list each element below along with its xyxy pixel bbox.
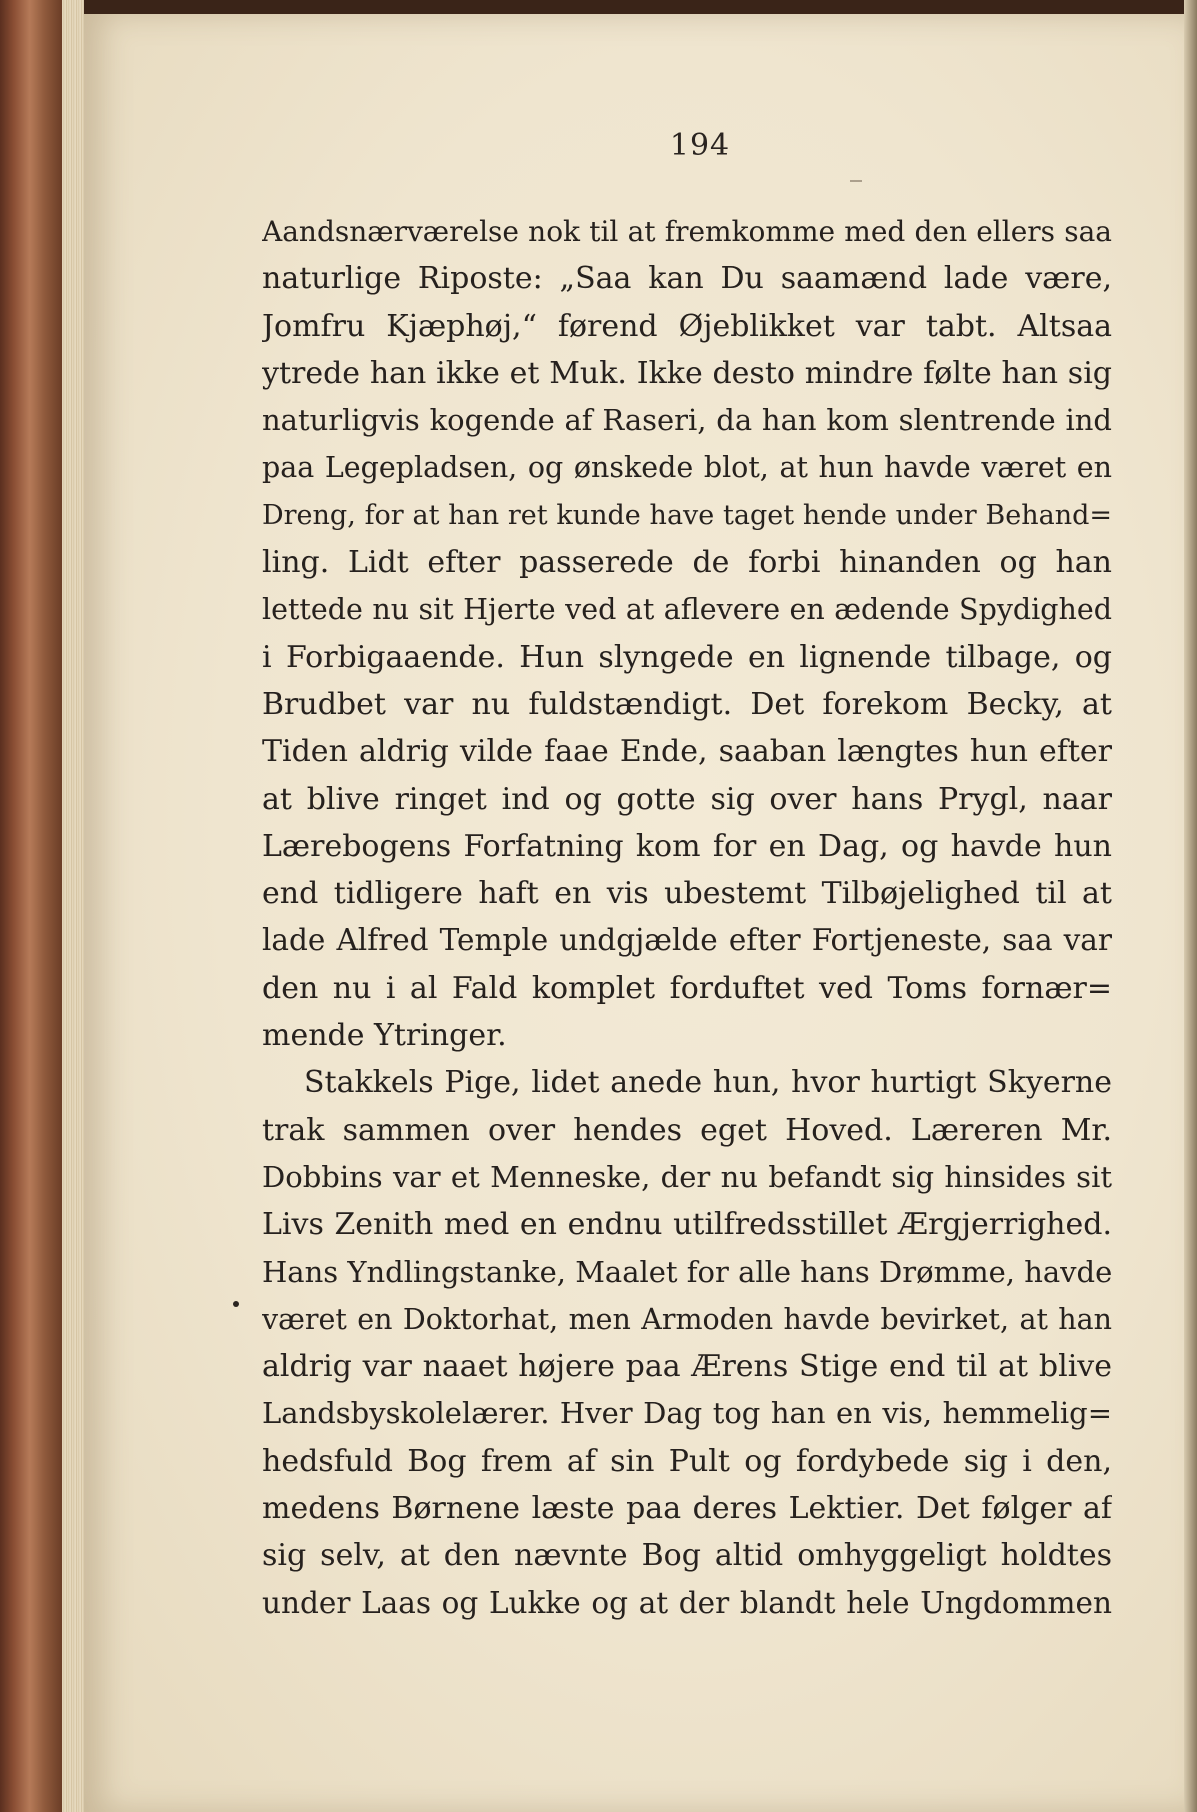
text-line: Stakkels Pige, lidet anede hun, hvor hurtigt Skyerne — [304, 1065, 1112, 1101]
book-binding — [0, 0, 62, 1812]
text-line: aldrig var naaet højere paa Ærens Stige end til at blive — [262, 1349, 1112, 1385]
text-line: mende Ytringer. — [262, 1018, 507, 1054]
page-right-edge — [1184, 0, 1197, 1812]
text-line: naturligvis kogende af Raseri, da han kom slentrende ind — [262, 403, 1112, 438]
text-line: trak sammen over hendes eget Hoved. Læreren Mr. — [262, 1112, 1112, 1148]
page-number: 194 — [669, 128, 731, 163]
page-stack-edge — [62, 0, 84, 1812]
text-line: Hans Yndlingstanke, Maalet for alle hans Drømme, havde — [262, 1254, 1112, 1289]
text-line: Jomfru Kjæphøj,“ førend Øjeblikket var tabt. Altsaa — [262, 308, 1112, 344]
text-line: naturlige Riposte: „Saa kan Du saamænd lade være, — [262, 261, 1112, 297]
text-line: end tidligere haft en vis ubestemt Tilbøjelighed til at — [262, 876, 1112, 912]
text-line: Tiden aldrig vilde faae Ende, saaban længtes hun efter — [262, 734, 1112, 770]
text-line: Brudbet var nu fuldstændigt. Det forekom Becky, at — [262, 686, 1112, 722]
text-line: Aandsnærværelse nok til at fremkomme med den ellers saa — [262, 215, 1112, 248]
text-line: Lærebogens Forfatning kom for en Dag, og havde hun — [262, 828, 1112, 864]
text-line: Dobbins var et Menneske, der nu befandt sig hinsides sit — [262, 1159, 1112, 1194]
text-line: ytrede han ikke et Muk. Ikke desto mindre følte han sig — [262, 355, 1112, 391]
text-line: at blive ringet ind og gotte sig over hans Prygl, naar — [262, 781, 1112, 817]
text-line: Landsbyskolelærer. Hver Dag tog han en vis, hemmelig= — [262, 1396, 1112, 1431]
body-text — [262, 208, 1112, 1627]
ink-dot — [233, 1301, 239, 1307]
text-line: hedsfuld Bog frem af sin Pult og fordybede sig i den, — [262, 1443, 1112, 1479]
text-line: sig selv, at den nævnte Bog altid omhyggeligt holdtes — [262, 1538, 1112, 1574]
text-line: i Forbigaaende. Hun slyngede en lignende tilbage, og — [262, 639, 1112, 675]
text-line: under Laas og Lukke og at der blandt hele Ungdommen — [262, 1585, 1112, 1620]
text-line: Livs Zenith med en endnu utilfredsstillet Ærgjerrighed. — [262, 1207, 1112, 1243]
text-line: lade Alfred Temple undgjælde efter Fortjeneste, saa var — [262, 923, 1112, 958]
text-line: Dreng, for at han ret kunde have taget hende under Behand= — [262, 499, 1112, 531]
text-line: den nu i al Fald komplet forduftet ved Toms fornær= — [262, 970, 1112, 1006]
text-line: lettede nu sit Hjerte ved at aflevere en ædende Spydighed — [262, 593, 1112, 627]
text-line: været en Doktorhat, men Armoden havde bevirket, at han — [262, 1302, 1112, 1336]
text-line: medens Børnene læste paa deres Lektier. Det følger af — [262, 1491, 1112, 1527]
ink-mark — [850, 180, 862, 182]
text-line: paa Legepladsen, og ønskede blot, at hun havde været en — [262, 451, 1112, 485]
text-line: ling. Lidt efter passerede de forbi hinanden og han — [262, 545, 1112, 581]
